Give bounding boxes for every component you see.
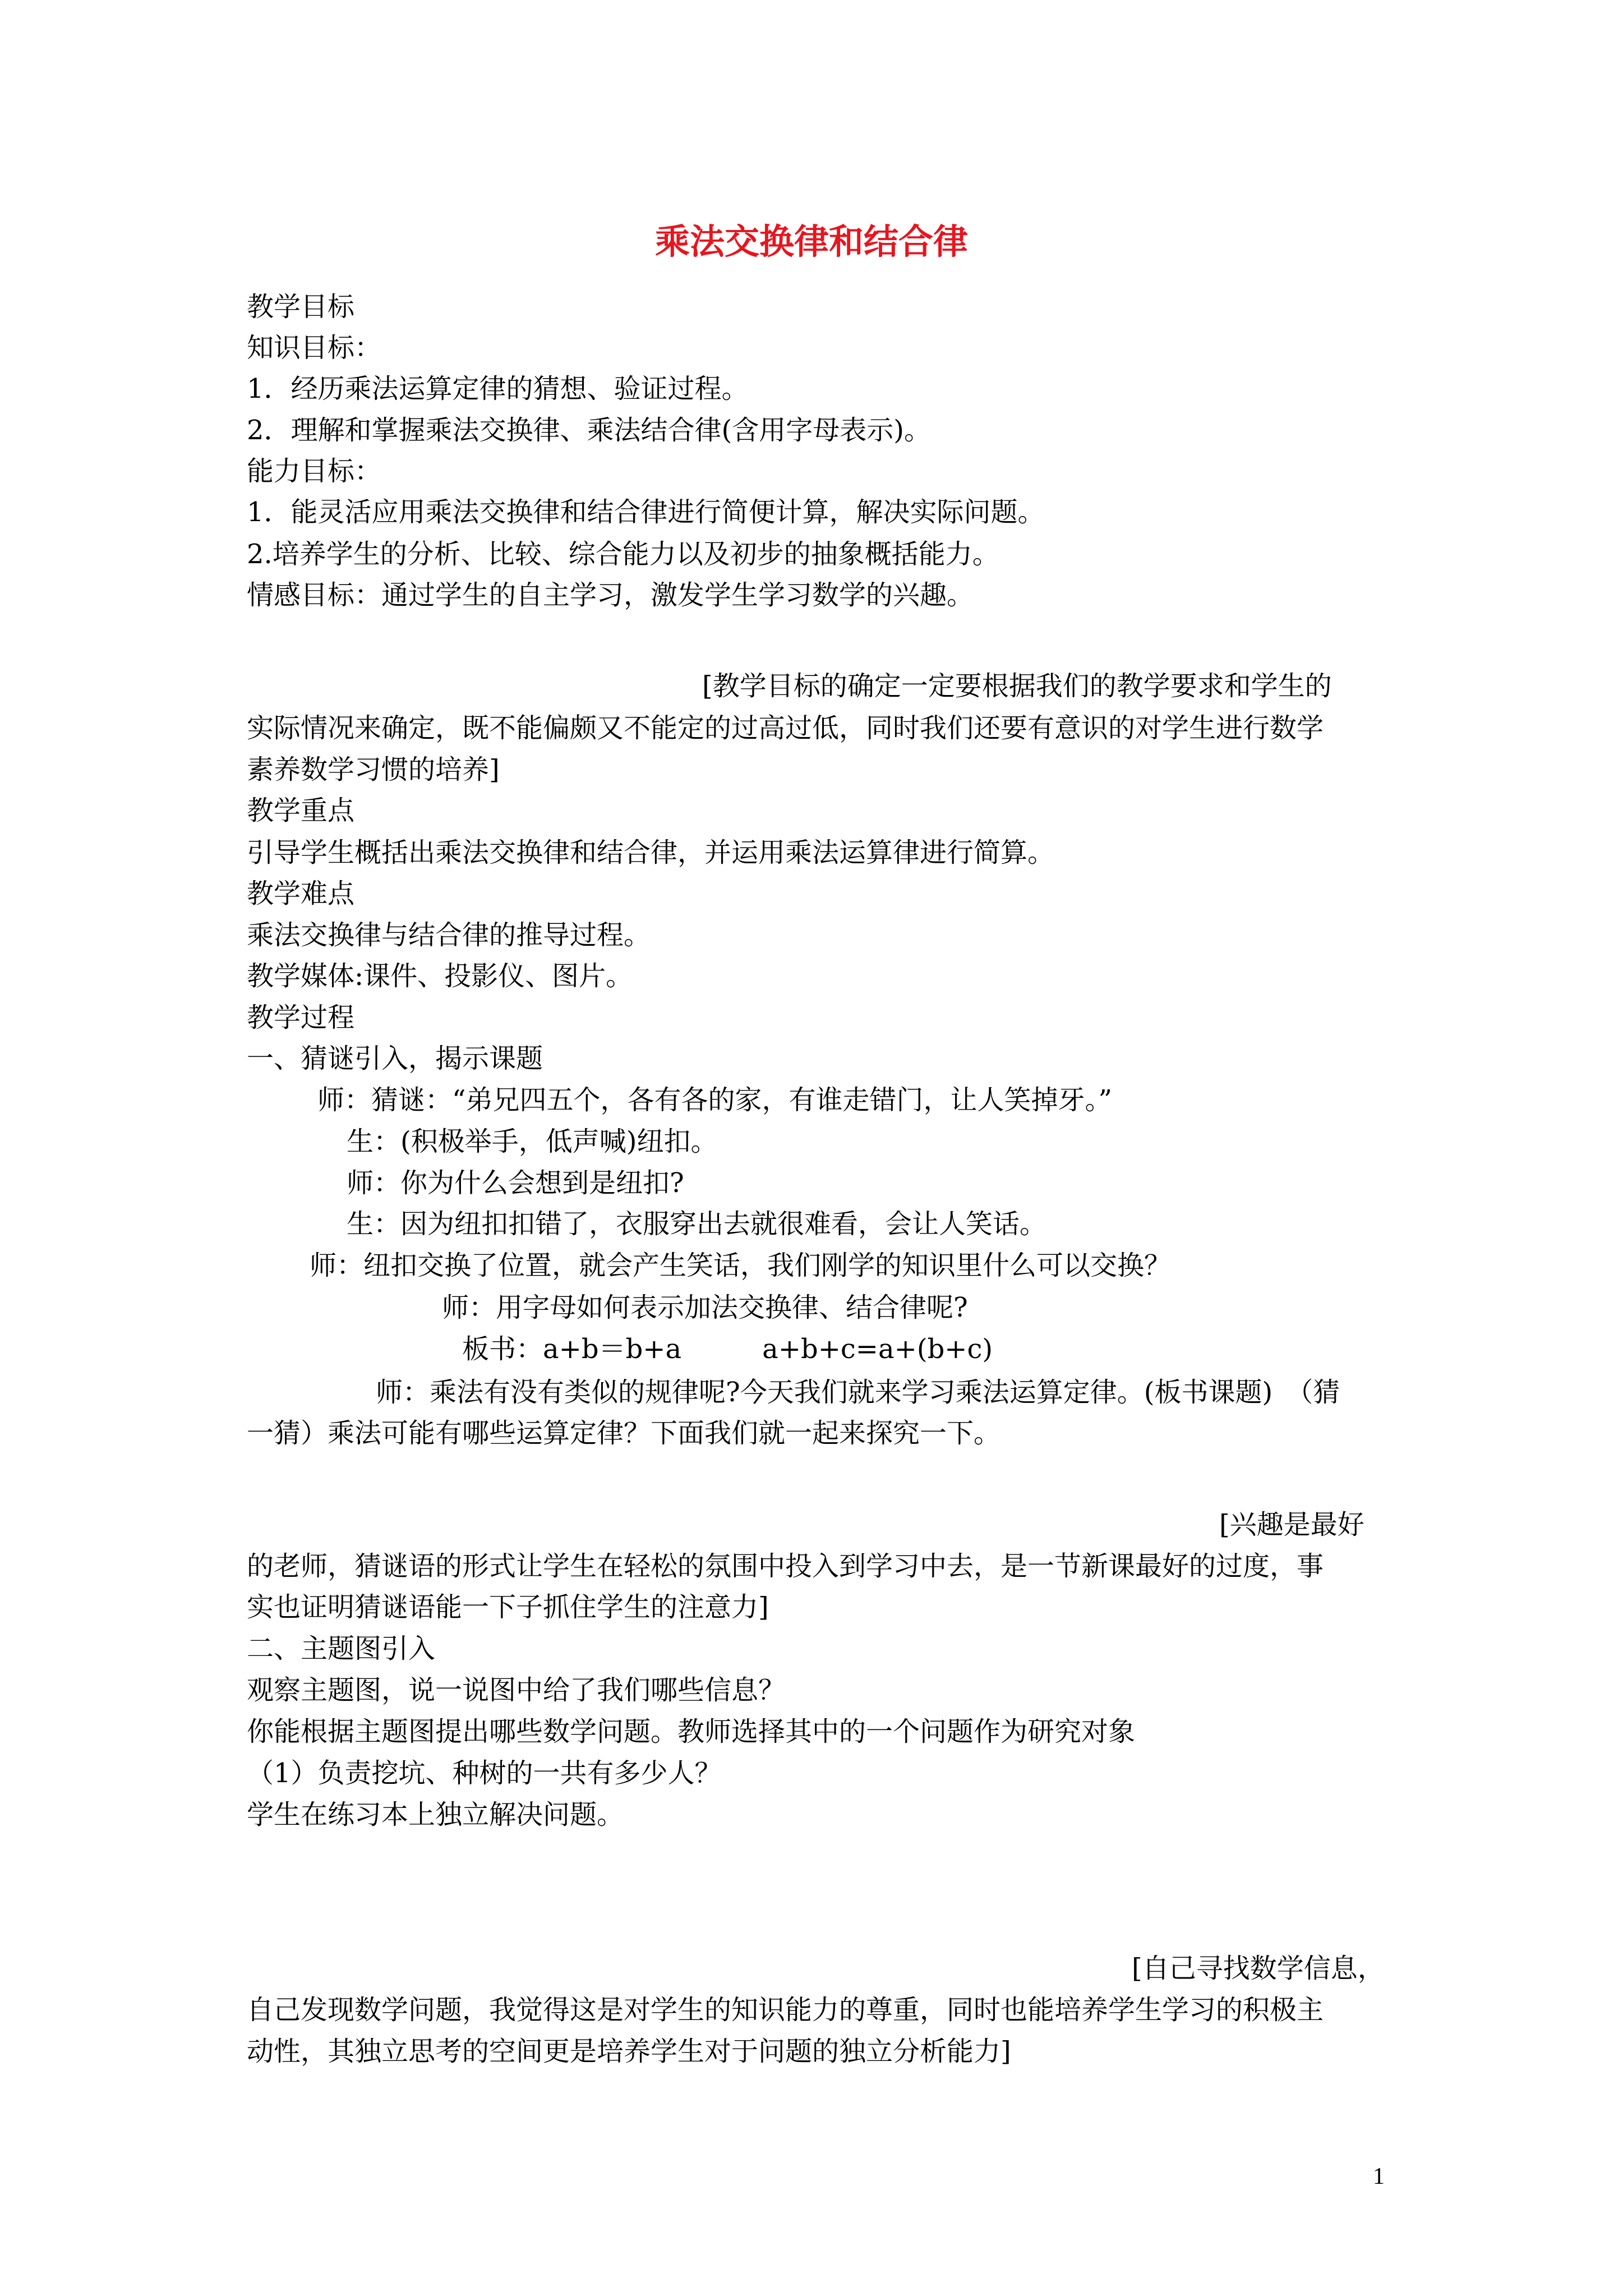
teaching-note-line: [兴趣是最好 xyxy=(1219,1509,1364,1540)
dialogue-line: 师：猜谜：“弟兄四五个，各有各的家，有谁走错门，让人笑掉牙。” xyxy=(317,1084,1113,1116)
section-heading: 一、猜谜引入，揭示课题 xyxy=(247,1043,543,1074)
text-line: 学生在练习本上独立解决问题。 xyxy=(247,1799,624,1830)
text-line: 乘法交换律与结合律的推导过程。 xyxy=(247,919,651,951)
section-heading: 教学难点 xyxy=(247,878,355,909)
section-heading: 教学过程 xyxy=(247,1002,355,1033)
page-number: 1 xyxy=(1373,2164,1385,2189)
teaching-note-line: [教学目标的确定一定要根据我们的教学要求和学生的 xyxy=(702,670,1332,702)
dialogue-line: 师：用字母如何表示加法交换律、结合律呢? xyxy=(442,1292,968,1323)
teaching-note-line: 的老师，猜谜语的形式让学生在轻松的氛围中投入到学习中去，是一节新课最好的过度，事 xyxy=(247,1550,1324,1582)
text-line: 教学目标 xyxy=(247,291,355,323)
text-line: 1．能灵活应用乘法交换律和结合律进行简便计算，解决实际问题。 xyxy=(247,496,1045,528)
text-line: 1．经历乘法运算定律的猜想、验证过程。 xyxy=(247,373,749,404)
teaching-note-line: 实际情况来确定，既不能偏颇又不能定的过高过低，同时我们还要有意识的对学生进行数学 xyxy=(247,712,1324,744)
text-line: 你能根据主题图提出哪些数学问题。教师选择其中的一个问题作为研究对象 xyxy=(247,1716,1136,1747)
text-line: 2．理解和掌握乘法交换律、乘法结合律(含用字母表示)。 xyxy=(247,415,931,446)
text-line: 引导学生概括出乘法交换律和结合律，并运用乘法运算律进行简算。 xyxy=(247,837,1055,868)
teaching-note-line: 素养数学习惯的培养] xyxy=(247,754,500,785)
text-line: （1）负责挖坑、种树的一共有多少人？ xyxy=(247,1757,722,1789)
text-line: 能力目标： xyxy=(247,455,382,487)
dialogue-line: 师：你为什么会想到是纽扣? xyxy=(347,1167,684,1199)
teaching-note-line: [自己寻找数学信息， xyxy=(1132,1953,1385,1984)
text-line: 情感目标：通过学生的自主学习，激发学生学习数学的兴趣。 xyxy=(247,579,974,611)
text-line: 教学媒体:课件、投影仪、图片。 xyxy=(247,960,633,992)
section-heading: 二、主题图引入 xyxy=(247,1633,436,1664)
teaching-note-line: 动性，其独立思考的空间更是培养学生对于问题的独立分析能力] xyxy=(247,2036,1011,2067)
text-line: 2.培养学生的分析、比较、综合能力以及初步的抽象概括能力。 xyxy=(247,539,999,570)
teaching-note-line: 自己发现数学问题，我觉得这是对学生的知识能力的尊重，同时也能培养学生学习的积极主 xyxy=(247,1994,1324,2026)
teaching-note-line: 实也证明猜谜语能一下子抓住学生的注意力] xyxy=(247,1591,769,1623)
dialogue-line: 师：乘法有没有类似的规律呢?今天我们就来学习乘法运算定律。(板书课题) （猜 xyxy=(376,1377,1340,1408)
dialogue-line: 一猜）乘法可能有哪些运算定律？下面我们就一起来探究一下。 xyxy=(247,1418,1001,1449)
dialogue-line: 生：(积极举手，低声喊)纽扣。 xyxy=(347,1126,718,1157)
section-heading: 教学重点 xyxy=(247,795,355,826)
text-line: 知识目标： xyxy=(247,332,382,364)
board-writing: 板书：a+b＝b+a a+b+c=a+(b+c) xyxy=(462,1333,993,1365)
dialogue-line: 师：纽扣交换了位置，就会产生笑话，我们刚学的知识里什么可以交换？ xyxy=(310,1250,1172,1281)
document-title: 乘法交换律和结合律 xyxy=(654,221,968,262)
dialogue-line: 生：因为纽扣扣错了，衣服穿出去就很难看，会让人笑话。 xyxy=(347,1208,1047,1240)
text-line: 观察主题图，说一说图中给了我们哪些信息？ xyxy=(247,1674,786,1706)
